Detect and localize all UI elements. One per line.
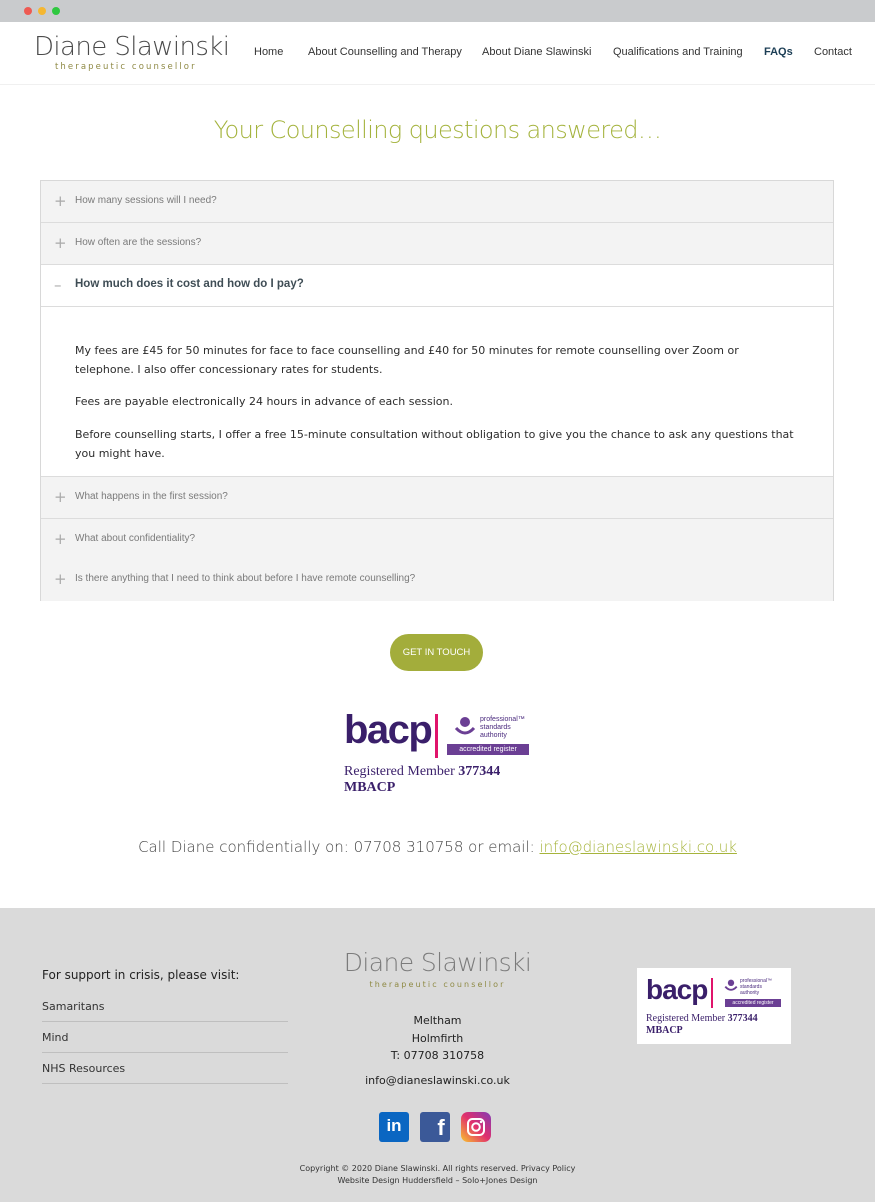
nav-about-diane[interactable]: About Diane Slawinski	[482, 46, 592, 58]
copyright-text: Copyright © 2020 Diane Slawinski. All rights reserved. Privacy Policy	[299, 1164, 576, 1173]
close-window-icon[interactable]	[24, 7, 32, 15]
bacp-wordmark: bacp	[646, 974, 708, 1005]
link-nhs-resources[interactable]: NHS Resources	[42, 1053, 288, 1084]
faq-question: How many sessions will I need?	[75, 195, 217, 206]
get-in-touch-button[interactable]: GET IN TOUCH	[390, 634, 483, 671]
logo-name: Diane Slawinski	[34, 32, 230, 62]
plus-icon: +	[54, 192, 67, 210]
plus-icon: +	[54, 570, 67, 588]
footer-logo-tagline: therapeutic counsellor	[369, 980, 506, 989]
plus-icon: +	[54, 234, 67, 252]
registered-member-line: Registered Member 377344	[646, 1013, 758, 1024]
minimize-window-icon[interactable]	[38, 7, 46, 15]
faq-question: How much does it cost and how do I pay?	[75, 278, 304, 290]
accredited-register-badge: accredited register	[447, 744, 529, 755]
nav-home[interactable]: Home	[254, 46, 284, 58]
facebook-icon[interactable]: f	[420, 1112, 450, 1142]
link-mind[interactable]: Mind	[42, 1022, 288, 1053]
nav-about-counselling[interactable]: About Counselling and Therapy	[308, 46, 462, 58]
bacp-divider	[435, 714, 438, 758]
minus-icon: –	[54, 276, 62, 294]
mbacp-label: MBACP	[646, 1025, 683, 1036]
accredited-register-badge: accredited register	[725, 999, 781, 1007]
bacp-logo[interactable]	[344, 710, 534, 798]
bacp-wordmark: bacp	[344, 708, 432, 752]
faq-item-sessions[interactable]	[41, 181, 833, 223]
psa-line: authority	[740, 990, 760, 996]
psa-line: standards	[480, 724, 511, 731]
site-footer	[0, 908, 875, 1202]
psa-line: standards	[740, 984, 762, 990]
faq-question: What about confidentiality?	[75, 533, 196, 544]
crisis-title: For support in crisis, please visit:	[42, 968, 240, 982]
contact-phone[interactable]: 07708 310758	[353, 838, 464, 856]
contact-email-link[interactable]: info@dianeslawinski.co.uk	[539, 838, 737, 856]
psa-figure-icon	[724, 979, 738, 993]
logo-tagline: therapeutic counsellor	[55, 62, 197, 72]
faq-item-cost[interactable]	[41, 265, 833, 307]
nav-contact[interactable]: Contact	[814, 46, 852, 58]
maximize-window-icon[interactable]	[52, 7, 60, 15]
answer-paragraph: My fees are £45 for 50 minutes for face to face counselling and £40 for 50 minutes for remote counselling over Zoom or telephone. I also offer concessionary rates for students.	[75, 344, 739, 376]
footer-phone[interactable]: T: 07708 310758	[390, 1049, 485, 1062]
registered-member-line: Registered Member 377344	[344, 764, 501, 779]
faq-accordion	[40, 180, 834, 601]
linkedin-icon[interactable]: in	[379, 1112, 409, 1142]
instagram-icon[interactable]	[461, 1112, 491, 1142]
faq-question: What happens in the first session?	[75, 491, 228, 502]
psa-figure-icon	[454, 716, 476, 738]
faq-item-confidentiality[interactable]	[41, 519, 833, 561]
answer-paragraph: Fees are payable electronically 24 hours in advance of each session.	[75, 395, 453, 408]
faq-item-first-session[interactable]	[41, 477, 833, 519]
faq-answer-cost	[41, 307, 833, 477]
mbacp-label: MBACP	[344, 780, 396, 795]
psa-line: authority	[480, 732, 507, 739]
contact-line: Call Diane confidentially on: 07708 310758 or email: info@dianeslawinski.co.uk	[138, 838, 737, 856]
nav-qualifications[interactable]: Qualifications and Training	[613, 46, 743, 58]
page-title: Your Counselling questions answered…	[213, 116, 662, 144]
faq-item-remote[interactable]	[41, 559, 833, 601]
bacp-divider	[711, 978, 713, 1008]
faq-question: How often are the sessions?	[75, 237, 202, 248]
site-header	[0, 22, 875, 85]
answer-paragraph: Before counselling starts, I offer a free 15-minute consultation without obligation to give you the chance to ask any questions that you might have.	[75, 428, 794, 460]
footer-email[interactable]: info@dianeslawinski.co.uk	[365, 1074, 510, 1087]
browser-title-bar	[0, 0, 875, 22]
link-samaritans[interactable]: Samaritans	[42, 991, 288, 1022]
footer-logo-name: Diane Slawinski	[343, 948, 532, 977]
psa-line: professional™	[480, 716, 525, 723]
design-credit[interactable]: Website Design Huddersfield – Solo+Jones Design	[337, 1176, 538, 1185]
faq-question: Is there anything that I need to think about before I have remote counselling?	[75, 573, 416, 584]
footer-bacp-logo[interactable]	[637, 968, 791, 1044]
nav-faqs[interactable]: FAQs	[764, 46, 793, 58]
address-line: Holmfirth	[411, 1032, 464, 1045]
address-line: Meltham	[413, 1014, 462, 1027]
psa-line: professional™	[740, 978, 772, 984]
plus-icon: +	[54, 488, 67, 506]
faq-item-frequency[interactable]	[41, 223, 833, 265]
plus-icon: +	[54, 530, 67, 548]
